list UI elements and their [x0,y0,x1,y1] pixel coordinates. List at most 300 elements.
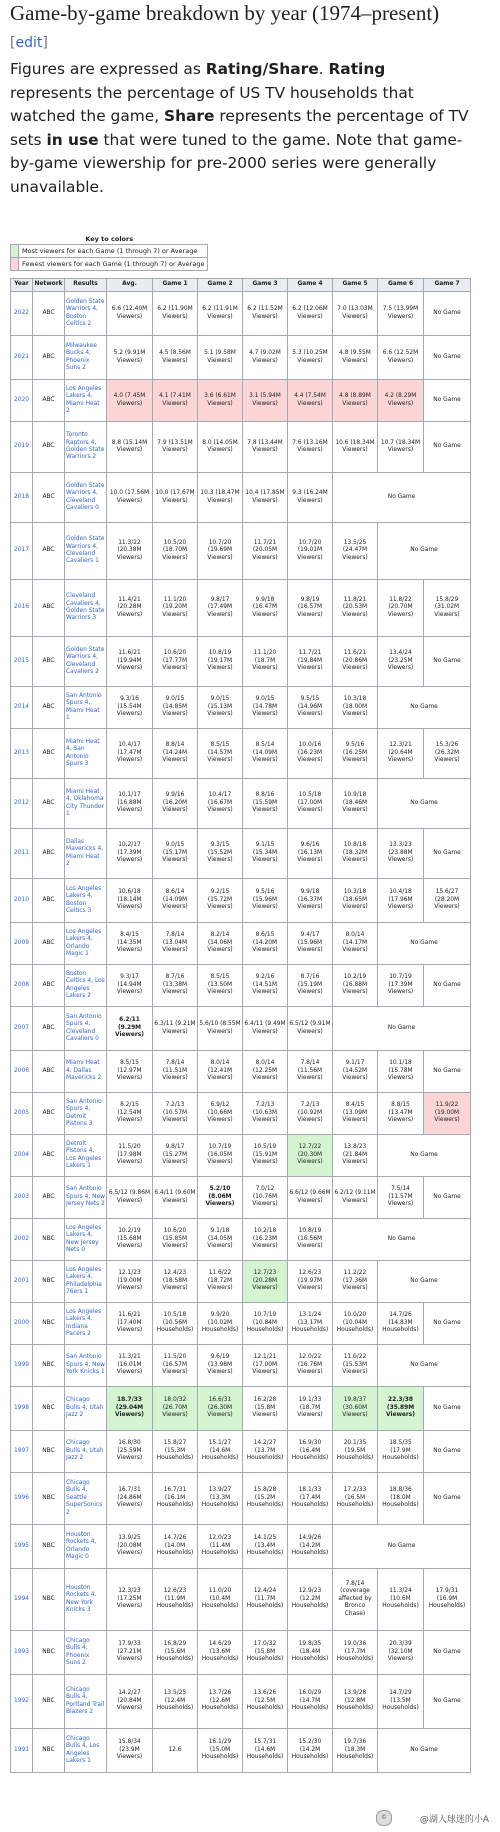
network-cell: ABC [33,729,65,779]
year-cell[interactable]: 2009 [11,923,33,965]
table-row [11,1219,471,1261]
rating-cell: 14.9/26 (14.2M Households) [288,1525,333,1569]
results-cell[interactable]: Dallas Mavericks 4, Miami Heat 2 [65,829,107,879]
rating-cell: No Game [424,1303,471,1345]
year-cell[interactable]: 1992 [11,1675,33,1729]
year-cell[interactable]: 2007 [11,1007,33,1051]
network-cell: ABC [33,1093,65,1135]
rating-cell: 10.6/20 (15.85M Viewers) [153,1219,198,1261]
rating-cell: 10.0 (17.67M Viewers) [153,473,198,523]
rating-cell: 16.7/31 (24.86M Viewers) [107,1473,153,1525]
rating-cell: 10.9/18 (18.46M Viewers) [333,779,378,829]
rating-cell: 13.9/28 (12.8M Households) [333,1675,378,1729]
table-row [11,336,471,380]
rating-cell: 12.7/22 (20.30M Viewers) [288,1135,333,1177]
rating-cell: 14.6/29 (13.6M Households) [198,1631,243,1675]
rating-cell: 7.8/14 (13.04M Viewers) [153,923,198,965]
intro-text-3: represents the percentage of US TV households that watched the game, [10,83,414,125]
edit-section-link[interactable]: [edit] [10,35,48,51]
results-cell[interactable]: Cleveland Cavaliers 4, Golden State Warriors 3 [65,580,107,637]
rating-cell: No Game [378,1135,471,1177]
rating-cell: 13.5/25 (12.4M Households) [153,1675,198,1729]
rating-cell: 6.5/12 (9.86M Viewers) [107,1177,153,1219]
network-cell: NBC [33,1303,65,1345]
rating-cell: 9.5/15 (14.96M Viewers) [288,687,333,729]
rating-cell: 19.1/33 (18.7M Viewers) [288,1387,333,1431]
rating-cell: 15.3/26 (26.32M Viewers) [424,729,471,779]
network-cell: ABC [33,1135,65,1177]
results-cell[interactable]: Boston Celtics 4, Los Angeles Lakers 2 [65,965,107,1007]
rating-cell: 8.2/15 (12.54M Viewers) [107,1093,153,1135]
network-cell: ABC [33,637,65,687]
network-cell: ABC [33,879,65,923]
results-cell[interactable]: Houston Rockets 4, New York Knicks 3 [65,1569,107,1631]
rating-cell: No Game [424,380,471,422]
rating-cell: 20.1/35 (19.5M Households) [333,1431,378,1473]
rating-cell: 10.6/18 (18.14M Viewers) [107,879,153,923]
intro-bold-4: in use [46,130,99,149]
rating-cell: 11.6/22 (18.72M Viewers) [198,1261,243,1303]
rating-cell: No Game [333,1219,471,1261]
rating-cell: 11.7/21 (19.84M Viewers) [288,637,333,687]
rating-cell: 10.5/18 (17.00M Viewers) [288,779,333,829]
rating-cell: 18.8/36 (18.0M Households) [378,1473,424,1525]
rating-cell: 9.5/16 (16.25M Viewers) [333,729,378,779]
network-cell: ABC [33,523,65,580]
column-header[interactable]: Game 6 [378,279,424,292]
rating-cell: 11.5/20 (16.57M Viewers) [153,1345,198,1387]
results-cell[interactable]: Los Angeles Lakers 4, Philadelphia 76ers 1 [65,1261,107,1303]
year-cell[interactable]: 1994 [11,1569,33,1631]
results-cell[interactable]: Miami Heat 4, Oklahoma City Thunder 1 [65,779,107,829]
rating-cell: 10.0/16 (16.23M Viewers) [288,729,333,779]
year-cell[interactable]: 2020 [11,380,33,422]
column-header[interactable]: Game 1 [153,279,198,292]
year-cell[interactable]: 2021 [11,336,33,380]
rating-cell: 16.8/29 (15.6M Households) [153,1631,198,1675]
year-cell[interactable]: 2008 [11,965,33,1007]
rating-cell: 19.7/36 (18.3M Households) [333,1729,378,1773]
intro-paragraph [10,58,470,199]
rating-cell: 8.6/15 (14.20M Viewers) [243,923,288,965]
year-cell[interactable]: 2014 [11,687,33,729]
rating-cell: 16.1/29 (15.0M Households) [198,1729,243,1773]
rating-cell: No Game [424,1387,471,1431]
results-cell[interactable]: Toronto Raptors 4, Golden State Warriors 2 [65,422,107,473]
rating-cell: 16.2/28 (15.8M Viewers) [243,1387,288,1431]
results-cell[interactable]: Los Angeles Lakers 4, Indiana Pacers 2 [65,1303,107,1345]
column-header[interactable]: Avg. [107,279,153,292]
rating-cell: 15.1/27 (14.6M Households) [198,1431,243,1473]
rating-cell: 6.3/11 (9.21M Viewers) [153,1007,198,1051]
red-swatch [11,258,19,271]
rating-cell: 7.9 (13.51M Viewers) [153,422,198,473]
network-cell: NBC [33,1261,65,1303]
rating-cell: 13.6/26 (12.5M Households) [243,1675,288,1729]
column-header[interactable]: Game 5 [333,279,378,292]
ratings-table [10,278,471,1773]
results-cell[interactable]: Chicago Bulls 4, Phoenix Suns 2 [65,1631,107,1675]
rating-cell: 12.0/23 (11.4M Households) [198,1525,243,1569]
results-cell[interactable]: Los Angeles Lakers 4, Miami Heat 2 [65,380,107,422]
rating-cell: 6.2 (11.91M Viewers) [198,292,243,336]
column-header[interactable]: Game 7 [424,279,471,292]
table-row [11,1387,471,1431]
rating-cell: 10.5/20 (18.70M Viewers) [153,523,198,580]
rating-cell: 5.2 (9.91M Viewers) [107,336,153,380]
rating-cell: 11.1/20 (19.20M Viewers) [153,580,198,637]
rating-cell: 7.2/13 (10.92M Viewers) [288,1093,333,1135]
table-row [11,1345,471,1387]
rating-cell: 10.2/19 (16.88M Viewers) [333,965,378,1007]
results-cell[interactable]: Detroit Pistons 4, Los Angeles Lakers 1 [65,1135,107,1177]
rating-cell: 15.8/28 (15.2M Households) [243,1473,288,1525]
results-cell[interactable]: San Antonio Spurs 4, Detroit Pistons 3 [65,1093,107,1135]
rating-cell: 7.8/14 (coverage affected by Bronco Chase) [333,1569,378,1631]
rating-cell: 6.9/12 (10.66M Viewers) [198,1093,243,1135]
rating-cell: 9.5/16 (15.96M Viewers) [243,879,288,923]
table-row [11,779,471,829]
year-cell[interactable]: 2003 [11,1177,33,1219]
rating-cell: 7.8 (13.44M Viewers) [243,422,288,473]
year-cell[interactable]: 2013 [11,729,33,779]
table-row [11,580,471,637]
rating-cell: 17.2/33 (16.5M Households) [333,1473,378,1525]
color-key-table [10,234,208,271]
results-cell[interactable]: Golden State Warriors 4, Cleveland Cavaliers 2 [65,637,107,687]
rating-cell: No Game [333,1007,471,1051]
results-cell[interactable]: Houston Rockets 4, Orlando Magic 0 [65,1525,107,1569]
rating-cell: 9.1/15 (15.34M Viewers) [243,829,288,879]
rating-cell: 10.5/18 (10.56M Households) [153,1303,198,1345]
results-cell[interactable]: Golden State Warriors 4, Boston Celtics 2 [65,292,107,336]
table-row [11,687,471,729]
copyright-icon: © [376,1810,392,1826]
rating-cell: 8.4/15 (14.35M Viewers) [107,923,153,965]
rating-cell: 14.7/29 (13.5M Households) [378,1675,424,1729]
rating-cell: 9.6/19 (13.98M Viewers) [198,1345,243,1387]
rating-cell: 18.0/32 (26.70M Viewers) [153,1387,198,1431]
edit-link[interactable]: edit [15,35,43,51]
rating-cell: 6.4/11 (9.49M Viewers) [243,1007,288,1051]
year-cell[interactable]: 2000 [11,1303,33,1345]
network-cell: ABC [33,829,65,879]
rating-cell: No Game [424,1473,471,1525]
rating-cell: No Game [378,523,471,580]
results-cell[interactable]: Los Angeles Lakers 4, New Jersey Nets 0 [65,1219,107,1261]
network-cell: NBC [33,1345,65,1387]
table-row [11,1473,471,1525]
year-cell[interactable]: 2011 [11,829,33,879]
rating-cell: 11.3/21 (16.01M Viewers) [107,1345,153,1387]
rating-cell: 19.0/36 (17.7M Households) [333,1631,378,1675]
results-cell[interactable]: Los Angeles Lakers 4, Orlando Magic 1 [65,923,107,965]
table-row [11,879,471,923]
results-cell[interactable]: San Antonio Spurs 4, Miami Heat 1 [65,687,107,729]
year-cell[interactable]: 2006 [11,1051,33,1093]
rating-cell: No Game [424,1431,471,1473]
rating-cell: 13.5/25 (24.47M Viewers) [333,523,378,580]
rating-cell: 11.1/20 (18.7M Viewers) [243,637,288,687]
rating-cell: 11.3/24 (10.6M Households) [378,1569,424,1631]
rating-cell: 8.5/15 (13.50M Viewers) [198,965,243,1007]
rating-cell: 14.2/27 (20.84M Viewers) [107,1675,153,1729]
results-cell[interactable]: San Antonio Spurs 4, New Jersey Nets 2 [65,1177,107,1219]
network-cell: NBC [33,1525,65,1569]
results-cell[interactable]: Chicago Bulls 4, Portland Trail Blazers 2 [65,1675,107,1729]
rating-cell: 8.7/16 (13.38M Viewers) [153,965,198,1007]
rating-cell: 10.6 (18.34M Viewers) [333,422,378,473]
rating-cell: 5.2/10 (8.06M Viewers) [198,1177,243,1219]
rating-cell: 8.2/14 (14.06M Viewers) [198,923,243,965]
rating-cell: 15.6/27 (28.20M Viewers) [424,879,471,923]
rating-cell: 7.8/14 (11.51M Viewers) [153,1051,198,1093]
rating-cell: 10.7/19 (16.05M Viewers) [198,1135,243,1177]
rating-cell: 12.1/23 (19.00M Viewers) [107,1261,153,1303]
rating-cell: 10.2/19 (15.68M Viewers) [107,1219,153,1261]
table-row [11,1729,471,1773]
rating-cell: 16.9/30 (16.4M Households) [288,1431,333,1473]
column-header[interactable]: Game 2 [198,279,243,292]
rating-cell: 3.6 (6.61M Viewers) [198,380,243,422]
table-row [11,422,471,473]
rating-cell: No Game [333,1525,471,1569]
rating-cell: 10.7/19 (10.84M Households) [243,1303,288,1345]
rating-cell: 9.0/15 (14.85M Viewers) [153,687,198,729]
table-row [11,1431,471,1473]
network-cell: ABC [33,1177,65,1219]
year-cell[interactable]: 2022 [11,292,33,336]
table-row [11,923,471,965]
table-row [11,1093,471,1135]
rating-cell: 6.2/12 (9.11M Viewers) [333,1177,378,1219]
year-cell[interactable]: 2001 [11,1261,33,1303]
rating-cell: 7.5/14 (11.57M Viewers) [378,1177,424,1219]
results-cell[interactable]: Golden State Warriors 4, Cleveland Cavaliers 1 [65,523,107,580]
table-header-row [11,279,471,292]
rating-cell: No Game [424,1675,471,1729]
rating-cell: 10.4/18 (17.96M Viewers) [378,879,424,923]
rating-cell: 12.6/23 (19.97M Viewers) [288,1261,333,1303]
rating-cell: 14.1/25 (13.4M Households) [243,1525,288,1569]
network-cell: NBC [33,1729,65,1773]
results-cell[interactable]: Golden State Warriors 4, Cleveland Cavaliers 0 [65,473,107,523]
rating-cell: 19.8/35 (18.4M Households) [288,1631,333,1675]
rating-cell: 12.9/23 (12.2M Households) [288,1569,333,1631]
rating-cell: 5.3 (10.25M Viewers) [288,336,333,380]
rating-cell: 9.2/16 (14.51M Viewers) [243,965,288,1007]
table-row [11,1569,471,1631]
rating-cell: 10.6/20 (17.77M Viewers) [153,637,198,687]
table-row [11,1051,471,1093]
rating-cell: No Game [424,1051,471,1093]
results-cell[interactable]: San Antonio Spurs 4, New York Knicks 1 [65,1345,107,1387]
rating-cell: 4.5 (8.56M Viewers) [153,336,198,380]
network-cell: NBC [33,1675,65,1729]
rating-cell: No Game [378,1345,471,1387]
rating-cell: 14.7/26 (14.83M Households) [378,1303,424,1345]
rating-cell: 9.9/16 (16.20M Viewers) [153,779,198,829]
green-swatch [11,245,19,258]
rating-cell: 14.2/27 (13.7M Households) [243,1431,288,1473]
rating-cell: 8.0/14 (14.17M Viewers) [333,923,378,965]
results-cell[interactable]: Miami Heat 4, San Antonio Spurs 3 [65,729,107,779]
rating-cell: 5.6/10 (8.55M Viewers) [198,1007,243,1051]
rating-cell: 6.2 (12.06M Viewers) [288,292,333,336]
results-cell[interactable]: Los Angeles Lakers 4, Boston Celtics 3 [65,879,107,923]
rating-cell: 10.3/18 (18.65M Viewers) [333,879,378,923]
rating-cell: 8.6/14 (14.09M Viewers) [153,879,198,923]
rating-cell: 7.8/14 (11.56M Viewers) [288,1051,333,1093]
network-cell: ABC [33,422,65,473]
year-cell[interactable]: 2017 [11,523,33,580]
table-row [11,523,471,580]
results-cell[interactable]: Chicago Bulls 4, Seattle SuperSonics 2 [65,1473,107,1525]
table-row [11,473,471,523]
column-header[interactable]: Results [65,279,107,292]
table-row [11,829,471,879]
rating-cell: 11.8/22 (20.70M Viewers) [378,580,424,637]
rating-cell: 9.3/15 (15.52M Viewers) [198,829,243,879]
network-cell: ABC [33,1007,65,1051]
rating-cell: 8.0 (14.05M Viewers) [198,422,243,473]
rating-cell: 8.5/15 (12.97M Viewers) [107,1051,153,1093]
rating-cell: 7.0/12 (10.76M Viewers) [243,1177,288,1219]
rating-cell: 12.4/24 (11.7M Households) [243,1569,288,1631]
network-cell: ABC [33,965,65,1007]
rating-cell: 9.3/17 (14.94M Viewers) [107,965,153,1007]
year-cell[interactable]: 2010 [11,879,33,923]
year-cell[interactable]: 2018 [11,473,33,523]
rating-cell: 11.6/21 (17.40M Viewers) [107,1303,153,1345]
network-cell: ABC [33,580,65,637]
color-key-most-row [11,245,208,258]
color-key-title: Key to colors [85,235,134,243]
rating-cell: 16.8/30 (25.59M Viewers) [107,1431,153,1473]
rating-cell: 8.4/15 (13.09M Viewers) [333,1093,378,1135]
rating-cell: 11.9/22 (19.00M Viewers) [424,1093,471,1135]
results-cell[interactable]: Chicago Bulls 4, Los Angeles Lakers 1 [65,1729,107,1773]
table-row [11,1631,471,1675]
rating-cell: 15.7/31 (14.6M Households) [243,1729,288,1773]
year-cell[interactable]: 1993 [11,1631,33,1675]
rating-cell: 10.4/17 (17.47M Viewers) [107,729,153,779]
rating-cell: 8.0/14 (12.25M Viewers) [243,1051,288,1093]
rating-cell: 11.6/21 (20.86M Viewers) [333,637,378,687]
year-cell[interactable]: 1996 [11,1473,33,1525]
results-cell[interactable]: Chicago Bulls 4, Utah Jazz 2 [65,1387,107,1431]
rating-cell: 10.1/17 (16.88M Viewers) [107,779,153,829]
network-cell: NBC [33,1219,65,1261]
table-row [11,729,471,779]
rating-cell: 4.0 (7.45M Viewers) [107,380,153,422]
rating-cell: 8.8/14 (14.24M Viewers) [153,729,198,779]
column-header[interactable]: Year [11,279,33,292]
rating-cell: 11.2/22 (17.36M Viewers) [333,1261,378,1303]
rating-cell: 6.6 (12.40M Viewers) [107,292,153,336]
rating-cell: No Game [378,687,471,729]
column-header[interactable]: Game 3 [243,279,288,292]
rating-cell: 6.4/11 (9.60M Viewers) [153,1177,198,1219]
rating-cell: 10.4/17 (16.67M Viewers) [198,779,243,829]
rating-cell: 9.6/16 (16.13M Viewers) [288,829,333,879]
year-cell[interactable]: 1999 [11,1345,33,1387]
table-row [11,1675,471,1729]
year-cell[interactable]: 2005 [11,1093,33,1135]
year-cell[interactable]: 2004 [11,1135,33,1177]
network-cell: ABC [33,779,65,829]
rating-cell: 13.9/25 (20.08M Viewers) [107,1525,153,1569]
year-cell[interactable]: 2019 [11,422,33,473]
year-cell[interactable]: 1997 [11,1431,33,1473]
rating-cell: 17.9/31 (16.9M Households) [424,1569,471,1631]
network-cell: ABC [33,687,65,729]
results-cell[interactable]: Chicago Bulls 4, Utah Jazz 2 [65,1431,107,1473]
rating-cell: 10.8/18 (18.32M Viewers) [333,829,378,879]
year-cell[interactable]: 2016 [11,580,33,637]
network-cell: ABC [33,923,65,965]
year-cell[interactable]: 1998 [11,1387,33,1431]
year-cell[interactable]: 2002 [11,1219,33,1261]
column-header[interactable]: Game 4 [288,279,333,292]
network-cell: ABC [33,380,65,422]
rating-cell: 8.8/16 (15.59M Viewers) [243,779,288,829]
results-cell[interactable]: Milwaukee Bucks 4, Phoenix Suns 2 [65,336,107,380]
rating-cell: 13.3/23 (23.88M Viewers) [378,829,424,879]
year-cell[interactable]: 1995 [11,1525,33,1569]
rating-cell: 15.8/34 (23.9M Viewers) [107,1729,153,1773]
rating-cell: 9.9/18 (16.37M Viewers) [288,879,333,923]
results-cell[interactable]: Miami Heat 4, Dallas Mavericks 2 [65,1051,107,1093]
rating-cell: 4.1 (7.41M Viewers) [153,380,198,422]
results-cell[interactable]: San Antonio Spurs 4, Cleveland Cavaliers 0 [65,1007,107,1051]
column-header[interactable]: Network [33,279,65,292]
rating-cell: 6.6 (12.52M Viewers) [378,336,424,380]
year-cell[interactable]: 2012 [11,779,33,829]
table-row [11,965,471,1007]
rating-cell: No Game [424,1631,471,1675]
rating-cell: No Game [378,1729,471,1773]
rating-cell: 8.7/16 (15.19M Viewers) [288,965,333,1007]
rating-cell: 9.9/18 (16.47M Viewers) [243,580,288,637]
network-cell: NBC [33,1569,65,1631]
section-heading [10,0,480,57]
rating-cell: 10.2/17 (17.39M Viewers) [107,829,153,879]
rating-cell: 13.7/26 (12.6M Households) [198,1675,243,1729]
year-cell[interactable]: 2015 [11,637,33,687]
rating-cell: 6.2 (11.52M Viewers) [243,292,288,336]
rating-cell: No Game [424,637,471,687]
year-cell[interactable]: 1991 [11,1729,33,1773]
color-key-fewest-row [11,258,208,271]
network-cell: NBC [33,1431,65,1473]
rating-cell: 9.3 (16.24M Viewers) [288,473,333,523]
rating-cell: 5.1 (9.58M Viewers) [198,336,243,380]
network-cell: ABC [33,1051,65,1093]
intro-text-5: that were tuned to the game. Note that game-by-game viewership for pre-2000 series were generally unavailable. [10,130,463,196]
intro-text-1: Figures are expressed as [10,60,206,78]
rating-cell: 11.0/22 (15.53M Viewers) [333,1345,378,1387]
rating-cell: 12.3/21 (20.64M Viewers) [378,729,424,779]
rating-cell: 7.5 (13.99M Viewers) [378,292,424,336]
rating-cell: 13.9/27 (13.3M Households) [198,1473,243,1525]
rating-cell: 17.9/33 (27.21M Viewers) [107,1631,153,1675]
rating-cell: 11.4/21 (20.28M Viewers) [107,580,153,637]
rating-cell: 10.1/18 (15.78M Viewers) [378,1051,424,1093]
table-row [11,1261,471,1303]
rating-cell: 9.1/17 (14.52M Viewers) [333,1051,378,1093]
rating-cell: 11.0/20 (10.4M Households) [198,1569,243,1631]
